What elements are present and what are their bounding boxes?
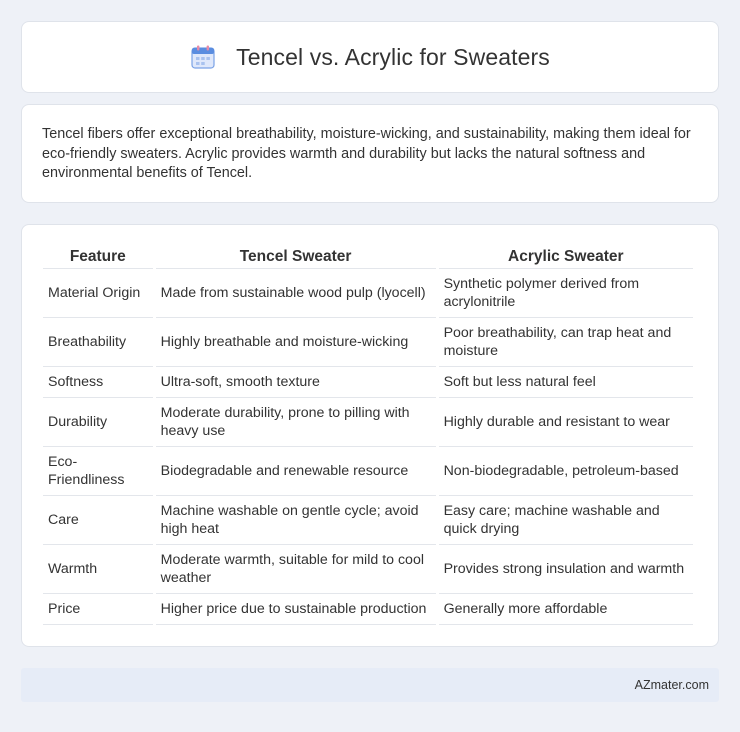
tencel-cell: Higher price due to sustainable production	[156, 594, 436, 625]
header-card	[21, 21, 719, 93]
acrylic-cell: Easy care; machine washable and quick drying	[439, 496, 693, 545]
header-tencel: Tencel Sweater	[156, 245, 436, 269]
table-row	[43, 545, 693, 594]
table-row	[43, 594, 693, 625]
tencel-cell: Ultra-soft, smooth texture	[156, 367, 436, 398]
footer-site-link[interactable]: AZmater.com	[634, 678, 709, 692]
feature-cell: Durability	[43, 398, 153, 447]
page-title: Tencel vs. Acrylic for Sweaters	[236, 43, 550, 70]
comparison-table	[40, 245, 696, 625]
feature-cell: Warmth	[43, 545, 153, 594]
summary-text: Tencel fibers offer exceptional breathability, moisture-wicking, and sustainability, making them ideal for eco-friendly sweaters. Acrylic provides warmth and durability but lacks the natural softness and environmental benefits of Tencel.	[42, 126, 691, 181]
feature-cell: Breathability	[43, 318, 153, 367]
summary-card	[21, 104, 719, 203]
tencel-cell: Biodegradable and renewable resource	[156, 447, 436, 496]
tencel-cell: Moderate warmth, suitable for mild to cool weather	[156, 545, 436, 594]
acrylic-cell: Synthetic polymer derived from acrylonitrile	[439, 269, 693, 318]
feature-cell: Eco-Friendliness	[43, 447, 153, 496]
calendar-icon	[190, 44, 216, 70]
acrylic-cell: Provides strong insulation and warmth	[439, 545, 693, 594]
feature-cell: Softness	[43, 367, 153, 398]
acrylic-cell: Non-biodegradable, petroleum-based	[439, 447, 693, 496]
feature-cell: Care	[43, 496, 153, 545]
table-row	[43, 318, 693, 367]
header-acrylic: Acrylic Sweater	[439, 245, 693, 269]
table-row	[43, 398, 693, 447]
header	[190, 44, 550, 71]
table-row	[43, 447, 693, 496]
tencel-cell: Made from sustainable wood pulp (lyocell)	[156, 269, 436, 318]
table-row	[43, 496, 693, 545]
table-row	[43, 269, 693, 318]
tencel-cell: Highly breathable and moisture-wicking	[156, 318, 436, 367]
acrylic-cell: Generally more affordable	[439, 594, 693, 625]
comparison-card	[21, 224, 719, 647]
tencel-cell: Moderate durability, prone to pilling with heavy use	[156, 398, 436, 447]
header-feature: Feature	[43, 245, 153, 269]
feature-cell: Material Origin	[43, 269, 153, 318]
acrylic-cell: Soft but less natural feel	[439, 367, 693, 398]
table-header-row	[43, 245, 693, 269]
feature-cell: Price	[43, 594, 153, 625]
acrylic-cell: Poor breathability, can trap heat and moisture	[439, 318, 693, 367]
tencel-cell: Machine washable on gentle cycle; avoid high heat	[156, 496, 436, 545]
footer	[21, 668, 719, 702]
table-row	[43, 367, 693, 398]
acrylic-cell: Highly durable and resistant to wear	[439, 398, 693, 447]
